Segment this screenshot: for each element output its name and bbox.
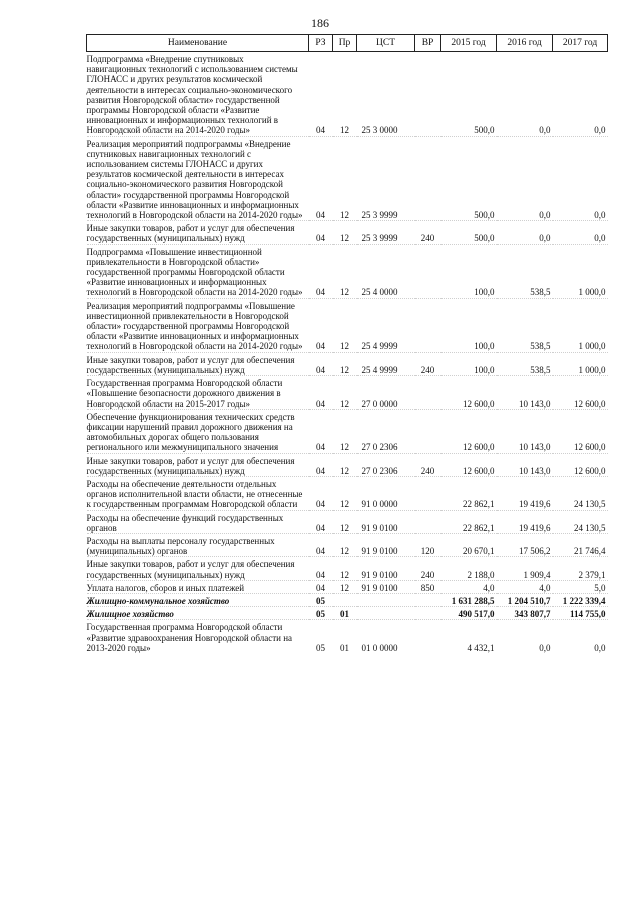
row-vr: 240 [415,453,441,476]
table-row [87,298,608,352]
row-2016: 10 143,0 [497,376,553,410]
table-row [87,510,608,533]
row-2017: 5,0 [553,580,608,593]
header-rz: РЗ [309,35,333,52]
row-pr: 12 [333,221,357,244]
row-vr: 240 [415,557,441,580]
table-row [87,476,608,510]
row-2017: 0,0 [553,52,608,137]
table-row [87,136,608,221]
table-row [87,352,608,375]
row-name: Реализация мероприятий подпрограммы «Повышение инвестиционной привлекательности в Новгородской области» государственной программы Новгородской области «Развитие инновационных и информационных технологий в Новгородской области на 2014-2020 годы» [87,298,309,352]
row-2017: 24 130,5 [553,510,608,533]
row-rz: 04 [309,580,333,593]
row-2016: 0,0 [497,221,553,244]
row-2015: 500,0 [441,136,497,221]
table-row [87,557,608,580]
row-pr: 12 [333,580,357,593]
row-pr: 12 [333,453,357,476]
row-2016: 538,5 [497,298,553,352]
row-pr: 12 [333,244,357,298]
row-rz: 05 [309,593,333,606]
row-cst: 91 9 0100 [357,533,415,556]
row-pr: 12 [333,298,357,352]
row-2017: 12 600,0 [553,376,608,410]
table-row [87,221,608,244]
row-cst: 25 4 0000 [357,244,415,298]
row-2016: 19 419,6 [497,510,553,533]
row-vr [415,376,441,410]
row-cst: 91 0 0000 [357,476,415,510]
row-2015: 4,0 [441,580,497,593]
row-2016: 4,0 [497,580,553,593]
row-cst: 91 9 0100 [357,557,415,580]
row-pr: 12 [333,557,357,580]
row-vr: 240 [415,221,441,244]
table-row [87,52,608,137]
row-2016: 0,0 [497,52,553,137]
row-rz: 05 [309,607,333,620]
row-pr: 12 [333,510,357,533]
row-2017: 21 746,4 [553,533,608,556]
budget-table [86,34,608,653]
row-cst: 01 0 0000 [361,642,398,653]
row-pr: 12 [333,409,357,453]
row-2015: 100,0 [441,298,497,352]
row-rz: 04 [309,244,333,298]
row-vr [415,298,441,352]
row-2015: 22 862,1 [441,476,497,510]
table-row [87,409,608,453]
row-name: Обеспечение функционирования технических средств фиксации нарушений правил дорожного движения на автомобильных дорогах общего пользования регионального или межмуниципального значения [87,409,309,453]
table-row [87,580,608,593]
row-2015: 12 600,0 [441,409,497,453]
row-rz: 04 [309,376,333,410]
row-vr [415,136,441,221]
row-cst [357,593,415,606]
row-name: Подпрограмма «Повышение инвестиционной привлекательности в Новгородской области» государственной программы Новгородской области «Развитие инновационных и информационных технологий в Новгородской области на 2014-2020 годы» [87,244,309,298]
row-cst: 25 4 9999 [357,352,415,375]
header-2017: 2017 год [553,35,608,52]
row-cst: 25 3 9999 [357,221,415,244]
row-pr: 12 [333,376,357,410]
table-row [87,607,608,620]
row-vr [415,620,441,653]
row-2016: 10 143,0 [497,453,553,476]
row-2016: 0,0 [539,642,551,653]
row-2015: 100,0 [441,244,497,298]
row-2015: 500,0 [441,52,497,137]
table-row [87,593,608,606]
row-rz: 04 [309,136,333,221]
table-header-row [87,35,608,52]
row-2016: 538,5 [497,352,553,375]
row-2016: 1 909,4 [497,557,553,580]
row-vr [415,593,441,606]
row-name: Жилищное хозяйство [87,607,309,620]
row-pr: 01 [340,642,349,653]
row-2017: 12 600,0 [553,409,608,453]
row-name: Расходы на выплаты персоналу государственных (муниципальных) органов [87,533,309,556]
row-vr [415,409,441,453]
row-2017: 1 222 339,4 [553,593,608,606]
header-vr: ВР [415,35,441,52]
row-pr: 12 [333,352,357,375]
header-2016: 2016 год [497,35,553,52]
row-rz: 05 [316,642,325,653]
row-2015: 12 600,0 [441,453,497,476]
row-rz: 04 [309,352,333,375]
row-rz: 04 [309,221,333,244]
row-2017: 1 000,0 [553,244,608,298]
header-2015: 2015 год [441,35,497,52]
row-name: Иные закупки товаров, работ и услуг для обеспечения государственных (муниципальных) нужд [87,557,309,580]
row-rz: 04 [309,533,333,556]
row-name: Подпрограмма «Внедрение спутниковых навигационных технологий с использованием системы ГЛОНАСС и других результатов космической деятельности в интересах социально-экономического развития Новгородской области» государственной программы Новгородской области «Развитие инновационных и информационных технологий в Новгородской области на 2014-2020 годы» [87,52,309,137]
row-2016: 538,5 [497,244,553,298]
row-rz: 04 [309,409,333,453]
row-rz: 04 [309,453,333,476]
row-name: Расходы на обеспечение функций государственных органов [87,510,309,533]
row-vr: 850 [415,580,441,593]
row-rz: 04 [309,510,333,533]
header-name: Наименование [87,35,309,52]
row-2015: 22 862,1 [441,510,497,533]
row-vr [415,476,441,510]
row-2015: 100,0 [441,352,497,375]
row-name: Государственная программа Новгородской области «Повышение безопасности дорожного движения в Новгородской области на 2015-2017 годы» [87,376,309,410]
row-2016: 343 807,7 [497,607,553,620]
header-cst: ЦСТ [357,35,415,52]
row-vr [415,510,441,533]
row-cst: 25 3 0000 [357,52,415,137]
row-vr: 240 [415,352,441,375]
row-pr: 12 [333,476,357,510]
row-cst: 25 4 9999 [357,298,415,352]
row-name: Расходы на обеспечение деятельности отдельных органов исполнительной власти области, не отнесенные к государственным программам Новгородской области [87,476,309,510]
row-cst: 25 3 9999 [357,136,415,221]
row-vr: 120 [415,533,441,556]
row-2017: 114 755,0 [553,607,608,620]
row-2015: 2 188,0 [441,557,497,580]
row-cst: 27 0 2306 [357,409,415,453]
row-name: Иные закупки товаров, работ и услуг для обеспечения государственных (муниципальных) нужд [87,352,309,375]
row-2016: 17 506,2 [497,533,553,556]
row-cst: 91 9 0100 [357,580,415,593]
row-name: Государственная программа Новгородской области «Развитие здравоохранения Новгородской области на 2013-2020 годы» [86,622,293,653]
table-row [87,453,608,476]
table-row [87,244,608,298]
row-2016: 19 419,6 [497,476,553,510]
row-2016: 10 143,0 [497,409,553,453]
row-cst [357,607,415,620]
row-name: Иные закупки товаров, работ и услуг для обеспечения государственных (муниципальных) нужд [87,453,309,476]
row-2015: 1 631 288,5 [441,593,497,606]
row-pr: 12 [333,136,357,221]
row-2017: 0,0 [594,642,606,653]
row-vr [415,607,441,620]
row-2017: 1 000,0 [553,298,608,352]
row-cst: 27 0 2306 [357,453,415,476]
row-2017: 0,0 [553,221,608,244]
table-row [87,533,608,556]
row-2016: 1 204 510,7 [497,593,553,606]
row-name: Реализация мероприятий подпрограммы «Внедрение спутниковых навигационных технологий с использованием системы ГЛОНАСС и других результатов космической деятельности в интересах социально-экономического развития Новгородской области» государственной программы Новгородской области «Развитие инновационных и информационных технологий в Новгородской области на 2014-2020 годы» [87,136,309,221]
row-2015: 490 517,0 [441,607,497,620]
row-name: Уплата налогов, сборов и иных платежей [87,580,309,593]
page-number: 186 [311,16,329,30]
row-rz: 04 [309,476,333,510]
table-row [87,376,608,410]
row-2015: 4 432,1 [467,642,495,653]
row-pr: 01 [333,607,357,620]
row-2016: 0,0 [497,136,553,221]
table-body [87,52,608,653]
row-name: Жилищно-коммунальное хозяйство [87,593,309,606]
row-2017: 0,0 [553,136,608,221]
row-cst: 27 0 0000 [357,376,415,410]
table-row [87,620,608,653]
row-name: Иные закупки товаров, работ и услуг для обеспечения государственных (муниципальных) нужд [87,221,309,244]
row-2017: 24 130,5 [553,476,608,510]
row-rz: 04 [309,557,333,580]
row-2015: 20 670,1 [441,533,497,556]
row-rz: 04 [309,52,333,137]
row-pr: 12 [333,533,357,556]
row-vr [415,244,441,298]
row-2017: 2 379,1 [553,557,608,580]
row-2015: 500,0 [441,221,497,244]
row-cst: 91 9 0100 [357,510,415,533]
row-vr [415,52,441,137]
row-pr: 12 [333,52,357,137]
row-2015: 12 600,0 [441,376,497,410]
header-pr: Пр [333,35,357,52]
row-2017: 12 600,0 [553,453,608,476]
row-2017: 1 000,0 [553,352,608,375]
row-pr [333,593,357,606]
row-rz: 04 [309,298,333,352]
